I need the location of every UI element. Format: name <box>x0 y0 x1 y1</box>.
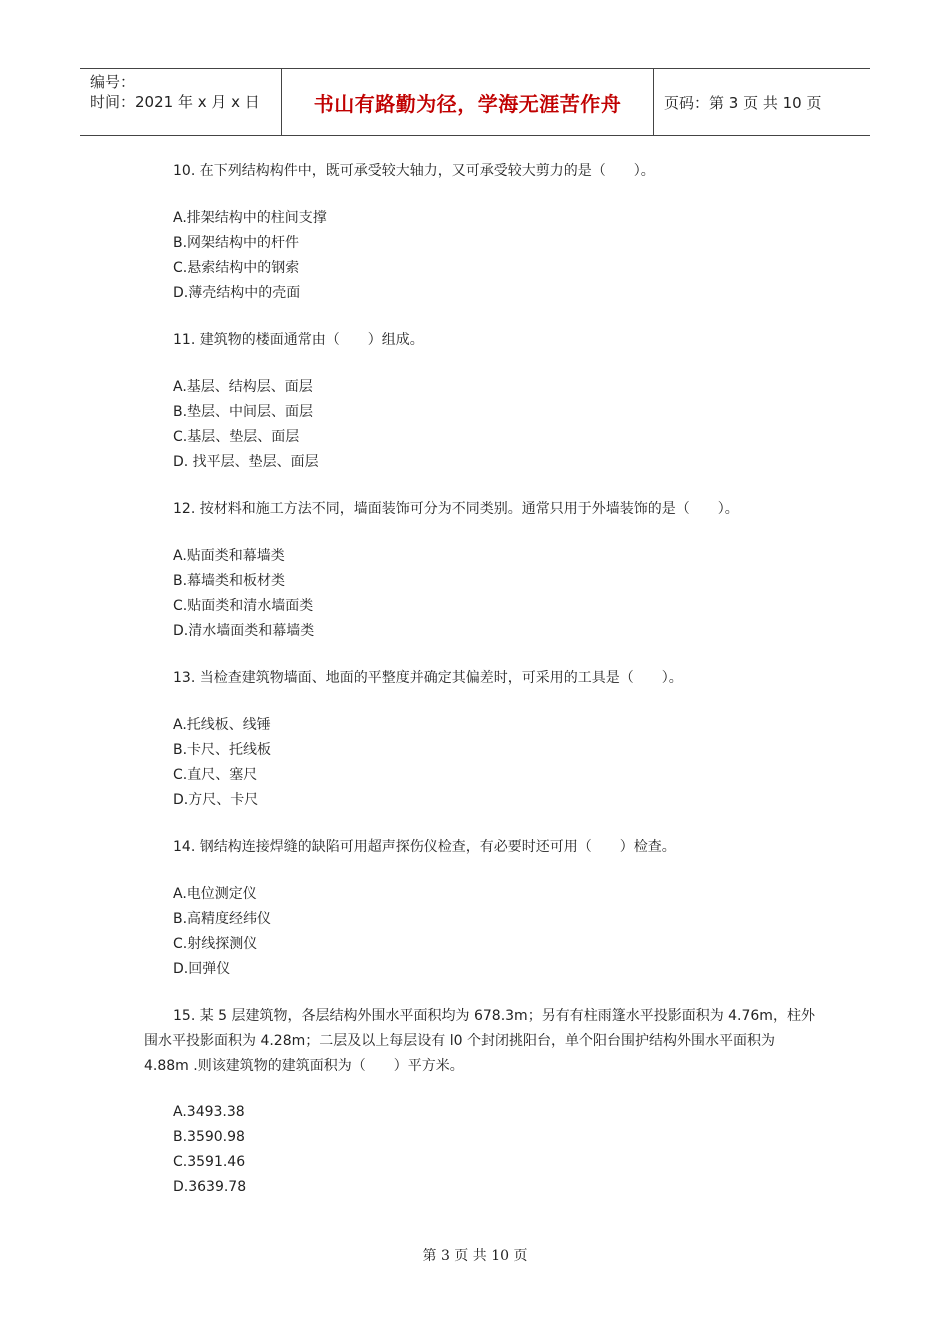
option-b: B.3590.98 <box>173 1129 245 1145</box>
document-number-label: 编号： <box>90 73 136 91</box>
option-b: B.幕墙类和板材类 <box>173 573 286 589</box>
question-stem: 14. 钢结构连接焊缝的缺陷可用超声探伤仪检查，有必要时还可用（ ）检查。 <box>173 839 676 855</box>
option-b: B.卡尺、托线板 <box>173 742 272 758</box>
option-c: C.射线探测仪 <box>173 936 258 952</box>
option-b: B.垫层、中间层、面层 <box>173 404 314 420</box>
option-a: A.基层、结构层、面层 <box>173 379 313 395</box>
option-a: A.托线板、线锤 <box>173 717 271 733</box>
question-stem: 15. 某 5 层建筑物，各层结构外围水平面积均为 678.3m；另有有柱雨篷水平投影面积为 4.76m，柱外围水平投影面积为 4.28m；二层及以上每层设有 l0 个封闭挑阳台，单个阳台围护结构外围水平面积为 4.88m .则该建筑物的建筑面积为（ ）平方米。 <box>144 1008 815 1074</box>
option-d: D.方尺、卡尺 <box>173 792 259 808</box>
page-footer: 第 3 页 共 10 页 <box>422 1248 528 1264</box>
header-meta <box>80 69 281 135</box>
option-a: A.电位测定仪 <box>173 886 257 902</box>
document-date-label: 时间：2021 年 x 月 x 日 <box>90 93 260 111</box>
option-d: D. 找平层、垫层、面层 <box>173 454 319 470</box>
option-c: C.基层、垫层、面层 <box>173 429 300 445</box>
question-stem: 12. 按材料和施工方法不同，墙面装饰可分为不同类别。通常只用于外墙装饰的是（ ）。 <box>173 501 739 517</box>
option-a: A.3493.38 <box>173 1104 245 1120</box>
option-b: B.高精度经纬仪 <box>173 911 272 927</box>
option-a: A.贴面类和幕墙类 <box>173 548 285 564</box>
page-header <box>80 68 870 136</box>
option-c: C.3591.46 <box>173 1154 246 1170</box>
option-d: D.3639.78 <box>173 1179 247 1195</box>
option-d: D.薄壳结构中的壳面 <box>173 285 301 301</box>
option-c: C.悬索结构中的钢索 <box>173 260 300 276</box>
header-motto: 书山有路勤为径，学海无涯苦作舟 <box>281 69 654 135</box>
question-stem: 11. 建筑物的楼面通常由（ ）组成。 <box>173 332 424 348</box>
question-stem: 10. 在下列结构构件中，既可承受较大轴力，又可承受较大剪力的是（ ）。 <box>173 163 655 179</box>
option-b: B.网架结构中的杆件 <box>173 235 300 251</box>
option-c: C.贴面类和清水墙面类 <box>173 598 314 614</box>
question-stem: 13. 当检查建筑物墙面、地面的平整度并确定其偏差时，可采用的工具是（ ）。 <box>173 670 683 686</box>
option-c: C.直尺、塞尺 <box>173 767 258 783</box>
header-page-info: 页码：第 3 页 共 10 页 <box>664 93 822 112</box>
option-d: D.回弹仪 <box>173 961 231 977</box>
option-a: A.排架结构中的柱间支撑 <box>173 210 327 226</box>
option-d: D.清水墙面类和幕墙类 <box>173 623 315 639</box>
